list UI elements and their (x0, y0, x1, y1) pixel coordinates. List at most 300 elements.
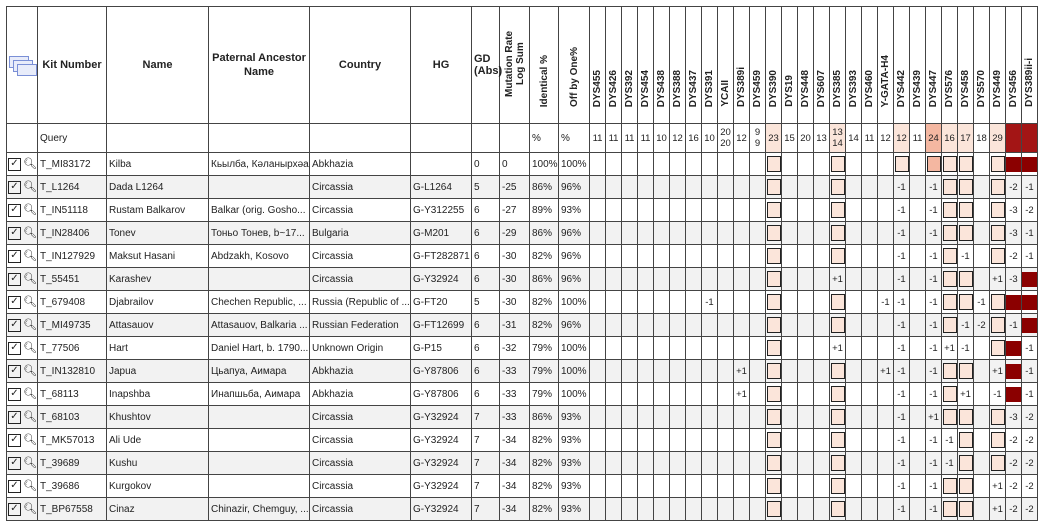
cell-name: Kilba (107, 153, 209, 176)
table-row[interactable] (7, 314, 1038, 337)
marker-highlight (943, 156, 957, 172)
cell-marker-diff: -1 (958, 337, 974, 360)
header-marker[interactable] (814, 7, 830, 124)
header-marker-label: DYS439 (912, 69, 923, 107)
cell-marker-diff (798, 360, 814, 383)
query-marker-value: 18 (974, 124, 990, 153)
cell-marker-diff: -1 (702, 291, 718, 314)
table-row[interactable] (7, 360, 1038, 383)
cell-identical: 79% (530, 383, 559, 406)
cell-marker-diff: -1 (1022, 176, 1038, 199)
cell-marker-diff (862, 452, 878, 475)
magnifier-icon[interactable]: 🔍︎ (23, 387, 37, 400)
cell-marker-diff (910, 245, 926, 268)
header-name[interactable]: Name (107, 7, 209, 124)
checkbox-icon[interactable]: ✓ (8, 342, 21, 355)
marker-highlight (991, 156, 1005, 172)
cell-off-by-one: 96% (559, 176, 590, 199)
cell-mutation-rate: -33 (500, 406, 530, 429)
cell-paternal-ancestor: Цьапуа, Аимара (209, 360, 310, 383)
cell-marker-diff: -1 (894, 383, 910, 406)
header-marker[interactable] (686, 7, 702, 124)
marker-highlight (991, 340, 1005, 356)
table-row[interactable] (7, 176, 1038, 199)
table-row[interactable] (7, 452, 1038, 475)
table-row[interactable] (7, 291, 1038, 314)
marker-highlight (943, 271, 957, 287)
cell-kit-number: T_39686 (38, 475, 107, 498)
cell-marker-diff (766, 475, 782, 498)
header-marker[interactable] (670, 7, 686, 124)
cell-marker-diff (798, 406, 814, 429)
cell-marker-diff (814, 475, 830, 498)
cell-country: Circassia (310, 245, 411, 268)
cell-country: Russian Federation (310, 314, 411, 337)
cell-identical: 82% (530, 452, 559, 475)
cell-marker-diff (638, 475, 654, 498)
query-marker-value: 11 (606, 124, 622, 153)
cell-marker-diff (734, 245, 750, 268)
cell-marker-diff (798, 222, 814, 245)
table-row[interactable] (7, 268, 1038, 291)
row-actions (7, 475, 38, 498)
cell-marker-diff (654, 314, 670, 337)
cell-marker-diff (942, 498, 958, 521)
header-marker[interactable] (974, 7, 990, 124)
header-identical[interactable] (530, 7, 559, 124)
marker-highlight (943, 179, 957, 195)
cell-marker-diff: -1 (926, 337, 942, 360)
checkbox-icon[interactable]: ✓ (8, 319, 21, 332)
cell-identical: 82% (530, 498, 559, 521)
cell-marker-diff (702, 314, 718, 337)
header-marker[interactable] (734, 7, 750, 124)
magnifier-icon[interactable]: 🔍︎ (23, 180, 37, 193)
cell-marker-diff (974, 153, 990, 176)
cell-marker-diff (814, 153, 830, 176)
header-marker[interactable] (638, 7, 654, 124)
marker-highlight (991, 432, 1005, 448)
checkbox-icon[interactable]: ✓ (8, 411, 21, 424)
marker-highlight (767, 409, 781, 425)
checkbox-icon[interactable]: ✓ (8, 158, 21, 171)
header-off-by-one[interactable] (559, 7, 590, 124)
cell-marker-diff (782, 337, 798, 360)
magnifier-icon[interactable]: 🔍︎ (23, 502, 37, 515)
checkbox-icon[interactable]: ✓ (8, 181, 21, 194)
magnifier-icon[interactable]: 🔍︎ (23, 249, 37, 262)
cell-marker-diff: -1 (1022, 383, 1038, 406)
cell-marker-diff (798, 153, 814, 176)
cell-country: Circassia (310, 498, 411, 521)
cell-marker-diff (798, 291, 814, 314)
cell-marker-diff (862, 222, 878, 245)
header-marker[interactable] (1022, 7, 1038, 124)
cell-off-by-one: 100% (559, 337, 590, 360)
row-actions (7, 314, 38, 337)
cell-marker-diff (638, 452, 654, 475)
checkbox-icon[interactable]: ✓ (8, 227, 21, 240)
header-marker[interactable] (1006, 7, 1022, 124)
cell-marker-diff (942, 406, 958, 429)
cell-marker-diff (590, 314, 606, 337)
cell-marker-diff (878, 176, 894, 199)
cell-marker-diff (846, 337, 862, 360)
cell-marker-diff (686, 360, 702, 383)
cell-marker-diff (686, 337, 702, 360)
cell-marker-diff: +1 (830, 268, 846, 291)
cell-name: Kurgokov (107, 475, 209, 498)
marker-highlight (767, 340, 781, 356)
cell-marker-diff (862, 429, 878, 452)
marker-highlight (991, 248, 1005, 264)
table-row[interactable] (7, 475, 1038, 498)
cell-off-by-one: 93% (559, 452, 590, 475)
header-marker[interactable] (830, 7, 846, 124)
cell-marker-diff: -1 (1006, 314, 1022, 337)
marker-highlight (943, 248, 957, 264)
cell-marker-diff (670, 153, 686, 176)
cell-marker-diff (622, 291, 638, 314)
header-marker[interactable] (846, 7, 862, 124)
cell-marker-diff (990, 429, 1006, 452)
magnifier-icon[interactable]: 🔍︎ (23, 203, 37, 216)
cell-gd: 6 (472, 337, 500, 360)
cell-marker-diff (702, 475, 718, 498)
cell-marker-diff (734, 222, 750, 245)
header-marker[interactable] (942, 7, 958, 124)
table-row[interactable] (7, 498, 1038, 521)
magnifier-icon[interactable]: 🔍︎ (23, 318, 37, 331)
cell-country: Circassia (310, 429, 411, 452)
cell-marker-diff (766, 199, 782, 222)
header-marker[interactable] (590, 7, 606, 124)
magnifier-icon[interactable]: 🔍︎ (23, 433, 37, 446)
cell-kit-number: T_39689 (38, 452, 107, 475)
marker-highlight (767, 432, 781, 448)
marker-highlight (767, 478, 781, 494)
cell-marker-diff: -1 (926, 268, 942, 291)
cell-paternal-ancestor: Daniel Hart, b. 1790... (209, 337, 310, 360)
cell-marker-diff (670, 245, 686, 268)
cell-marker-diff (590, 429, 606, 452)
cell-marker-diff (862, 291, 878, 314)
cell-marker-diff (878, 452, 894, 475)
cell-gd: 0 (472, 153, 500, 176)
header-marker[interactable] (622, 7, 638, 124)
cell-marker-diff (1022, 153, 1038, 176)
query-marker-value: 9 9 (750, 124, 766, 153)
cell-marker-diff (654, 429, 670, 452)
cell-off-by-one: 93% (559, 199, 590, 222)
cell-marker-diff (718, 314, 734, 337)
marker-highlight (767, 501, 781, 517)
cell-marker-diff (830, 291, 846, 314)
cell-marker-diff (686, 291, 702, 314)
cell-marker-diff (910, 360, 926, 383)
cell-paternal-ancestor (209, 452, 310, 475)
cell-marker-diff (846, 383, 862, 406)
cell-marker-diff (846, 268, 862, 291)
cell-marker-diff (910, 153, 926, 176)
cell-marker-diff: -1 (926, 383, 942, 406)
row-actions (7, 452, 38, 475)
cell-marker-diff: -2 (1022, 406, 1038, 429)
cell-haplogroup: G-FT12699 (411, 314, 472, 337)
cell-marker-diff (622, 222, 638, 245)
cell-marker-diff (670, 383, 686, 406)
cell-marker-diff (942, 153, 958, 176)
magnifier-icon[interactable]: 🔍︎ (23, 295, 37, 308)
cell-marker-diff (734, 406, 750, 429)
marker-highlight (1006, 387, 1021, 402)
cell-marker-diff (702, 176, 718, 199)
cell-marker-diff (718, 452, 734, 475)
cell-marker-diff (606, 176, 622, 199)
cell-marker-diff (878, 153, 894, 176)
cell-marker-diff (686, 475, 702, 498)
header-marker[interactable] (606, 7, 622, 124)
checkbox-icon[interactable]: ✓ (8, 273, 21, 286)
table-row[interactable] (7, 406, 1038, 429)
cell-marker-diff (862, 337, 878, 360)
cell-marker-diff (686, 199, 702, 222)
header-marker[interactable] (894, 7, 910, 124)
marker-highlight (991, 409, 1005, 425)
cell-marker-diff (654, 176, 670, 199)
header-marker[interactable] (958, 7, 974, 124)
cell-marker-diff (782, 360, 798, 383)
checkbox-icon[interactable]: ✓ (8, 296, 21, 309)
cell-marker-diff (846, 314, 862, 337)
cell-marker-diff (750, 475, 766, 498)
marker-highlight (959, 156, 973, 172)
header-marker[interactable] (990, 7, 1006, 124)
cell-marker-diff (830, 452, 846, 475)
cell-marker-diff (638, 268, 654, 291)
marker-highlight (991, 179, 1005, 195)
header-marker[interactable] (718, 7, 734, 124)
cell-marker-diff: -2 (1006, 429, 1022, 452)
cell-marker-diff (622, 429, 638, 452)
cell-paternal-ancestor (209, 406, 310, 429)
cell-off-by-one: 96% (559, 268, 590, 291)
header-marker[interactable] (926, 7, 942, 124)
checkbox-icon[interactable]: ✓ (8, 434, 21, 447)
cell-marker-diff (830, 153, 846, 176)
cell-marker-diff (814, 314, 830, 337)
header-marker[interactable] (782, 7, 798, 124)
table-row[interactable] (7, 153, 1038, 176)
marker-highlight (831, 386, 845, 402)
cell-name: Rustam Balkarov (107, 199, 209, 222)
cell-marker-diff: -1 (878, 291, 894, 314)
header-kit-number[interactable]: Kit Number (38, 7, 107, 124)
table-row[interactable] (7, 245, 1038, 268)
cell-marker-diff (734, 314, 750, 337)
cell-marker-diff (974, 268, 990, 291)
query-marker-value: 11 (622, 124, 638, 153)
header-marker-label: DYS460 (864, 69, 875, 107)
cell-marker-diff (942, 360, 958, 383)
header-gd[interactable]: GD (Abs) (472, 7, 500, 124)
cell-marker-diff (766, 314, 782, 337)
cell-marker-diff (622, 268, 638, 291)
marker-highlight (831, 363, 845, 379)
cell-gd: 5 (472, 176, 500, 199)
marker-highlight (959, 409, 973, 425)
header-marker[interactable] (862, 7, 878, 124)
checkbox-icon[interactable]: ✓ (8, 204, 21, 217)
row-actions (7, 406, 38, 429)
magnifier-icon[interactable]: 🔍︎ (23, 479, 37, 492)
cell-marker-diff: -3 (1006, 222, 1022, 245)
marker-highlight (959, 202, 973, 218)
cell-marker-diff (990, 291, 1006, 314)
marker-highlight (831, 294, 845, 310)
cell-marker-diff (894, 153, 910, 176)
marker-highlight (767, 248, 781, 264)
cell-marker-diff: -1 (894, 429, 910, 452)
header-marker[interactable] (798, 7, 814, 124)
magnifier-icon[interactable]: 🔍︎ (23, 272, 37, 285)
header-marker[interactable] (766, 7, 782, 124)
cell-marker-diff: -1 (894, 406, 910, 429)
query-marker-value: 14 (846, 124, 862, 153)
header-marker-label: DYS426 (608, 69, 619, 107)
cell-marker-diff: +1 (926, 406, 942, 429)
cell-marker-diff (974, 452, 990, 475)
cell-mutation-rate: -34 (500, 429, 530, 452)
cell-marker-diff: -1 (1022, 337, 1038, 360)
marker-highlight (1006, 157, 1021, 172)
header-marker-label: DYS437 (688, 69, 699, 107)
cell-marker-diff (766, 176, 782, 199)
cell-marker-diff (766, 498, 782, 521)
cell-gd: 5 (472, 291, 500, 314)
cell-marker-diff (846, 176, 862, 199)
query-country-cell (310, 124, 411, 153)
magnifier-icon[interactable]: 🔍︎ (23, 456, 37, 469)
query-marker-value: 12 (878, 124, 894, 153)
header-marker[interactable] (878, 7, 894, 124)
cell-marker-diff: -1 (926, 176, 942, 199)
checkbox-icon[interactable]: ✓ (8, 503, 21, 516)
magnifier-icon[interactable]: 🔍︎ (23, 226, 37, 239)
checkbox-icon[interactable]: ✓ (8, 457, 21, 470)
header-marker-label: DYS388 (672, 69, 683, 107)
cell-marker-diff (718, 245, 734, 268)
cell-marker-diff (974, 245, 990, 268)
query-action-cell (7, 124, 38, 153)
checkbox-icon[interactable]: ✓ (8, 365, 21, 378)
cell-marker-diff (590, 498, 606, 521)
cell-marker-diff (622, 406, 638, 429)
cell-mutation-rate: -25 (500, 176, 530, 199)
cell-marker-diff (622, 245, 638, 268)
table-row[interactable] (7, 429, 1038, 452)
cell-identical: 100% (530, 153, 559, 176)
cell-marker-diff (990, 314, 1006, 337)
magnifier-icon[interactable]: 🔍︎ (23, 157, 37, 170)
header-country[interactable]: Country (310, 7, 411, 124)
cell-mutation-rate: -33 (500, 383, 530, 406)
cell-marker-diff (974, 406, 990, 429)
row-actions (7, 383, 38, 406)
checkbox-icon[interactable]: ✓ (8, 250, 21, 263)
marker-highlight (959, 225, 973, 241)
cell-marker-diff (606, 314, 622, 337)
cell-marker-diff (910, 291, 926, 314)
header-marker[interactable] (910, 7, 926, 124)
header-paternal-ancestor[interactable]: Paternal Ancestor Name (209, 7, 310, 124)
header-marker[interactable] (654, 7, 670, 124)
cell-marker-diff (862, 383, 878, 406)
cell-marker-diff: -1 (926, 498, 942, 521)
table-row[interactable] (7, 383, 1038, 406)
cell-marker-diff (782, 475, 798, 498)
cell-marker-diff: -1 (894, 360, 910, 383)
checkbox-icon[interactable]: ✓ (8, 388, 21, 401)
header-marker-label: DYS607 (816, 69, 827, 107)
cell-marker-diff (958, 452, 974, 475)
cell-mutation-rate: -30 (500, 291, 530, 314)
cell-marker-diff (702, 383, 718, 406)
cell-marker-diff (606, 222, 622, 245)
marker-highlight (943, 202, 957, 218)
cell-marker-diff (734, 176, 750, 199)
cell-marker-diff (942, 222, 958, 245)
cell-marker-diff (830, 176, 846, 199)
magnifier-icon[interactable]: 🔍︎ (23, 341, 37, 354)
cell-marker-diff (798, 383, 814, 406)
cell-marker-diff (606, 199, 622, 222)
cell-marker-diff (1006, 153, 1022, 176)
cell-marker-diff (702, 268, 718, 291)
cell-kit-number: T_679408 (38, 291, 107, 314)
marker-highlight (959, 432, 973, 448)
table-row[interactable] (7, 222, 1038, 245)
cell-kit-number: T_IN132810 (38, 360, 107, 383)
cell-marker-diff (638, 314, 654, 337)
marker-highlight (991, 294, 1005, 310)
table-row[interactable] (7, 199, 1038, 222)
cell-marker-diff (830, 199, 846, 222)
header-hg[interactable]: HG (411, 7, 472, 124)
table-row[interactable] (7, 337, 1038, 360)
header-marker[interactable] (750, 7, 766, 124)
header-mutation-rate[interactable] (500, 7, 530, 124)
magnifier-icon[interactable]: 🔍︎ (23, 410, 37, 423)
cell-marker-diff: -1 (990, 383, 1006, 406)
cell-marker-diff (846, 360, 862, 383)
cell-mutation-rate: -29 (500, 222, 530, 245)
magnifier-icon[interactable]: 🔍︎ (23, 364, 37, 377)
marker-highlight (991, 225, 1005, 241)
cell-marker-diff (830, 314, 846, 337)
cell-identical: 86% (530, 268, 559, 291)
checkbox-icon[interactable]: ✓ (8, 480, 21, 493)
cell-marker-diff: -1 (894, 268, 910, 291)
cell-marker-diff: -2 (1022, 429, 1038, 452)
cell-name: Tonev (107, 222, 209, 245)
cell-marker-diff (654, 153, 670, 176)
cell-marker-diff (782, 406, 798, 429)
cell-marker-diff (638, 222, 654, 245)
header-marker[interactable] (702, 7, 718, 124)
query-marker-value: 13 14 (830, 124, 846, 153)
cell-marker-diff (910, 337, 926, 360)
